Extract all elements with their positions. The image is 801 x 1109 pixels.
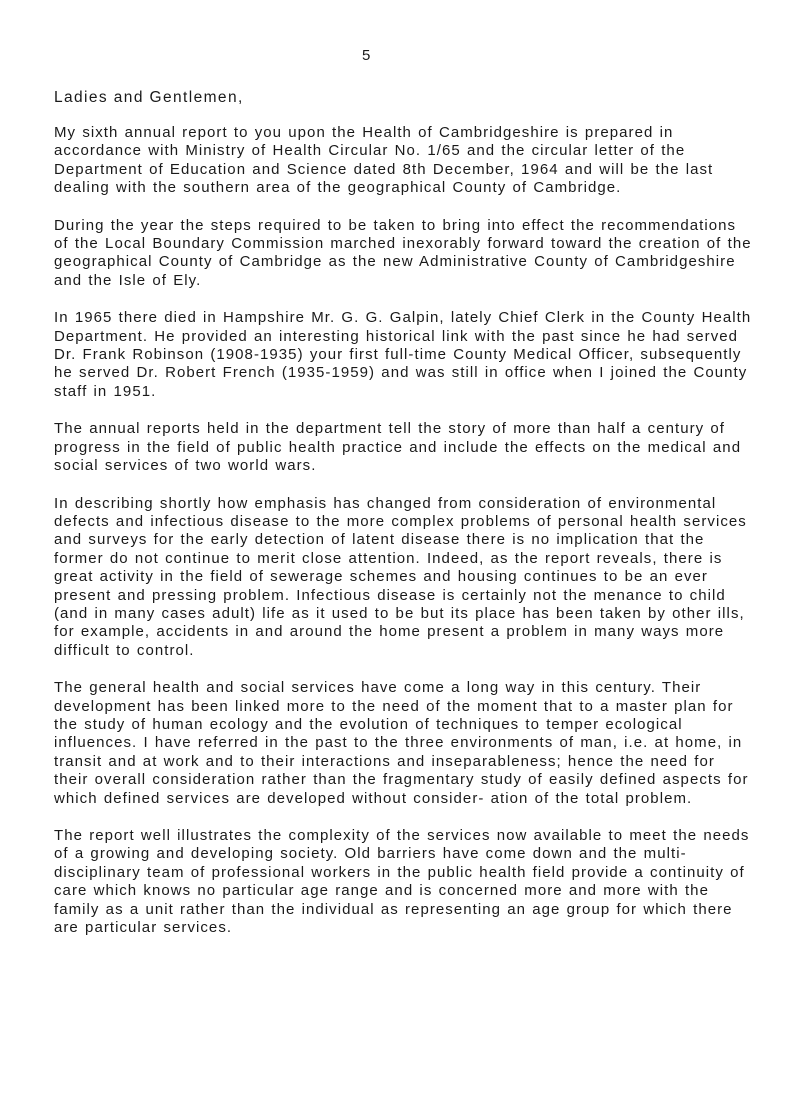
report-body — [54, 124, 754, 956]
paragraph-3: In 1965 there died in Hampshire Mr. G. G. Galpin, lately Chief Clerk in the County Health Department. He provided an interesting historical link with the past since he had served Dr. Frank Robinson (1908-1935) your first full-time County Medical Officer, subsequently he served Dr. Robert French (1935-1959) and was still in office when I joined the County staff in 1951. — [54, 309, 752, 400]
paragraph-2: During the year the steps required to be taken to bring into effect the recommendations of the Local Boundary Commission marched inexorably forward toward the creation of the geographical County of Cambridge as the new Administrative County of Cambridgeshire and the Isle of Ely. — [54, 216, 752, 289]
paragraph-1: My sixth annual report to you upon the Health of Cambridgeshire is prepared in accordance with Ministry of Health Circular No. 1/65 and the circular letter of the Department of Education and Science dated 8th December, 1964 and will be the last dealing with the southern area of the geographical County of Cambridge. — [54, 124, 714, 197]
paragraph-4: The annual reports held in the department tell the story of more than half a century of progress in the field of public health practice and include the effects on the medical and social services of two world wars. — [54, 420, 742, 475]
paragraph-5: In describing shortly how emphasis has changed from consideration of environmental defects and infectious disease to the more complex problems of personal health services and surveys for the early detection of latent disease there is no implication that the former do not continue to merit close attention. Indeed, as the report reveals, there is great activity in the field of sewerage schemes and housing continues to be an ever present and pressing problem. Infectious disease is certainly not the menance to child (and in many cases adult) life as it used to be but its place has been taken by other ills, for example, accidents in and around the home present a problem in many ways more difficult to control. — [54, 494, 747, 659]
salutation: Ladies and Gentlemen, — [54, 89, 244, 106]
page-number: 5 — [362, 47, 371, 64]
paragraph-7: The report well illustrates the complexity of the services now available to meet the needs of a growing and developing society. Old barriers have come down and the multi-disciplinary team of professional workers in the public health field provide a continuity of care which knows no particular age range and is concerned more and more with the family as a unit rather than the individual as representing an age group for which there are particular services. — [54, 827, 750, 937]
paragraph-6: The general health and social services have come a long way in this century. Their development has been linked more to the need of the moment that to a master plan for the study of human ecology and the evolution of techniques to temper ecological influences. I have referred in the past to the three environments of man, i.e. at home, in transit and at work and to their interactions and inseparableness; hence the need for their overall consideration rather than the fragmentary study of easily defined aspects for which defined services are developed without consider- ation of the total problem. — [54, 679, 749, 807]
